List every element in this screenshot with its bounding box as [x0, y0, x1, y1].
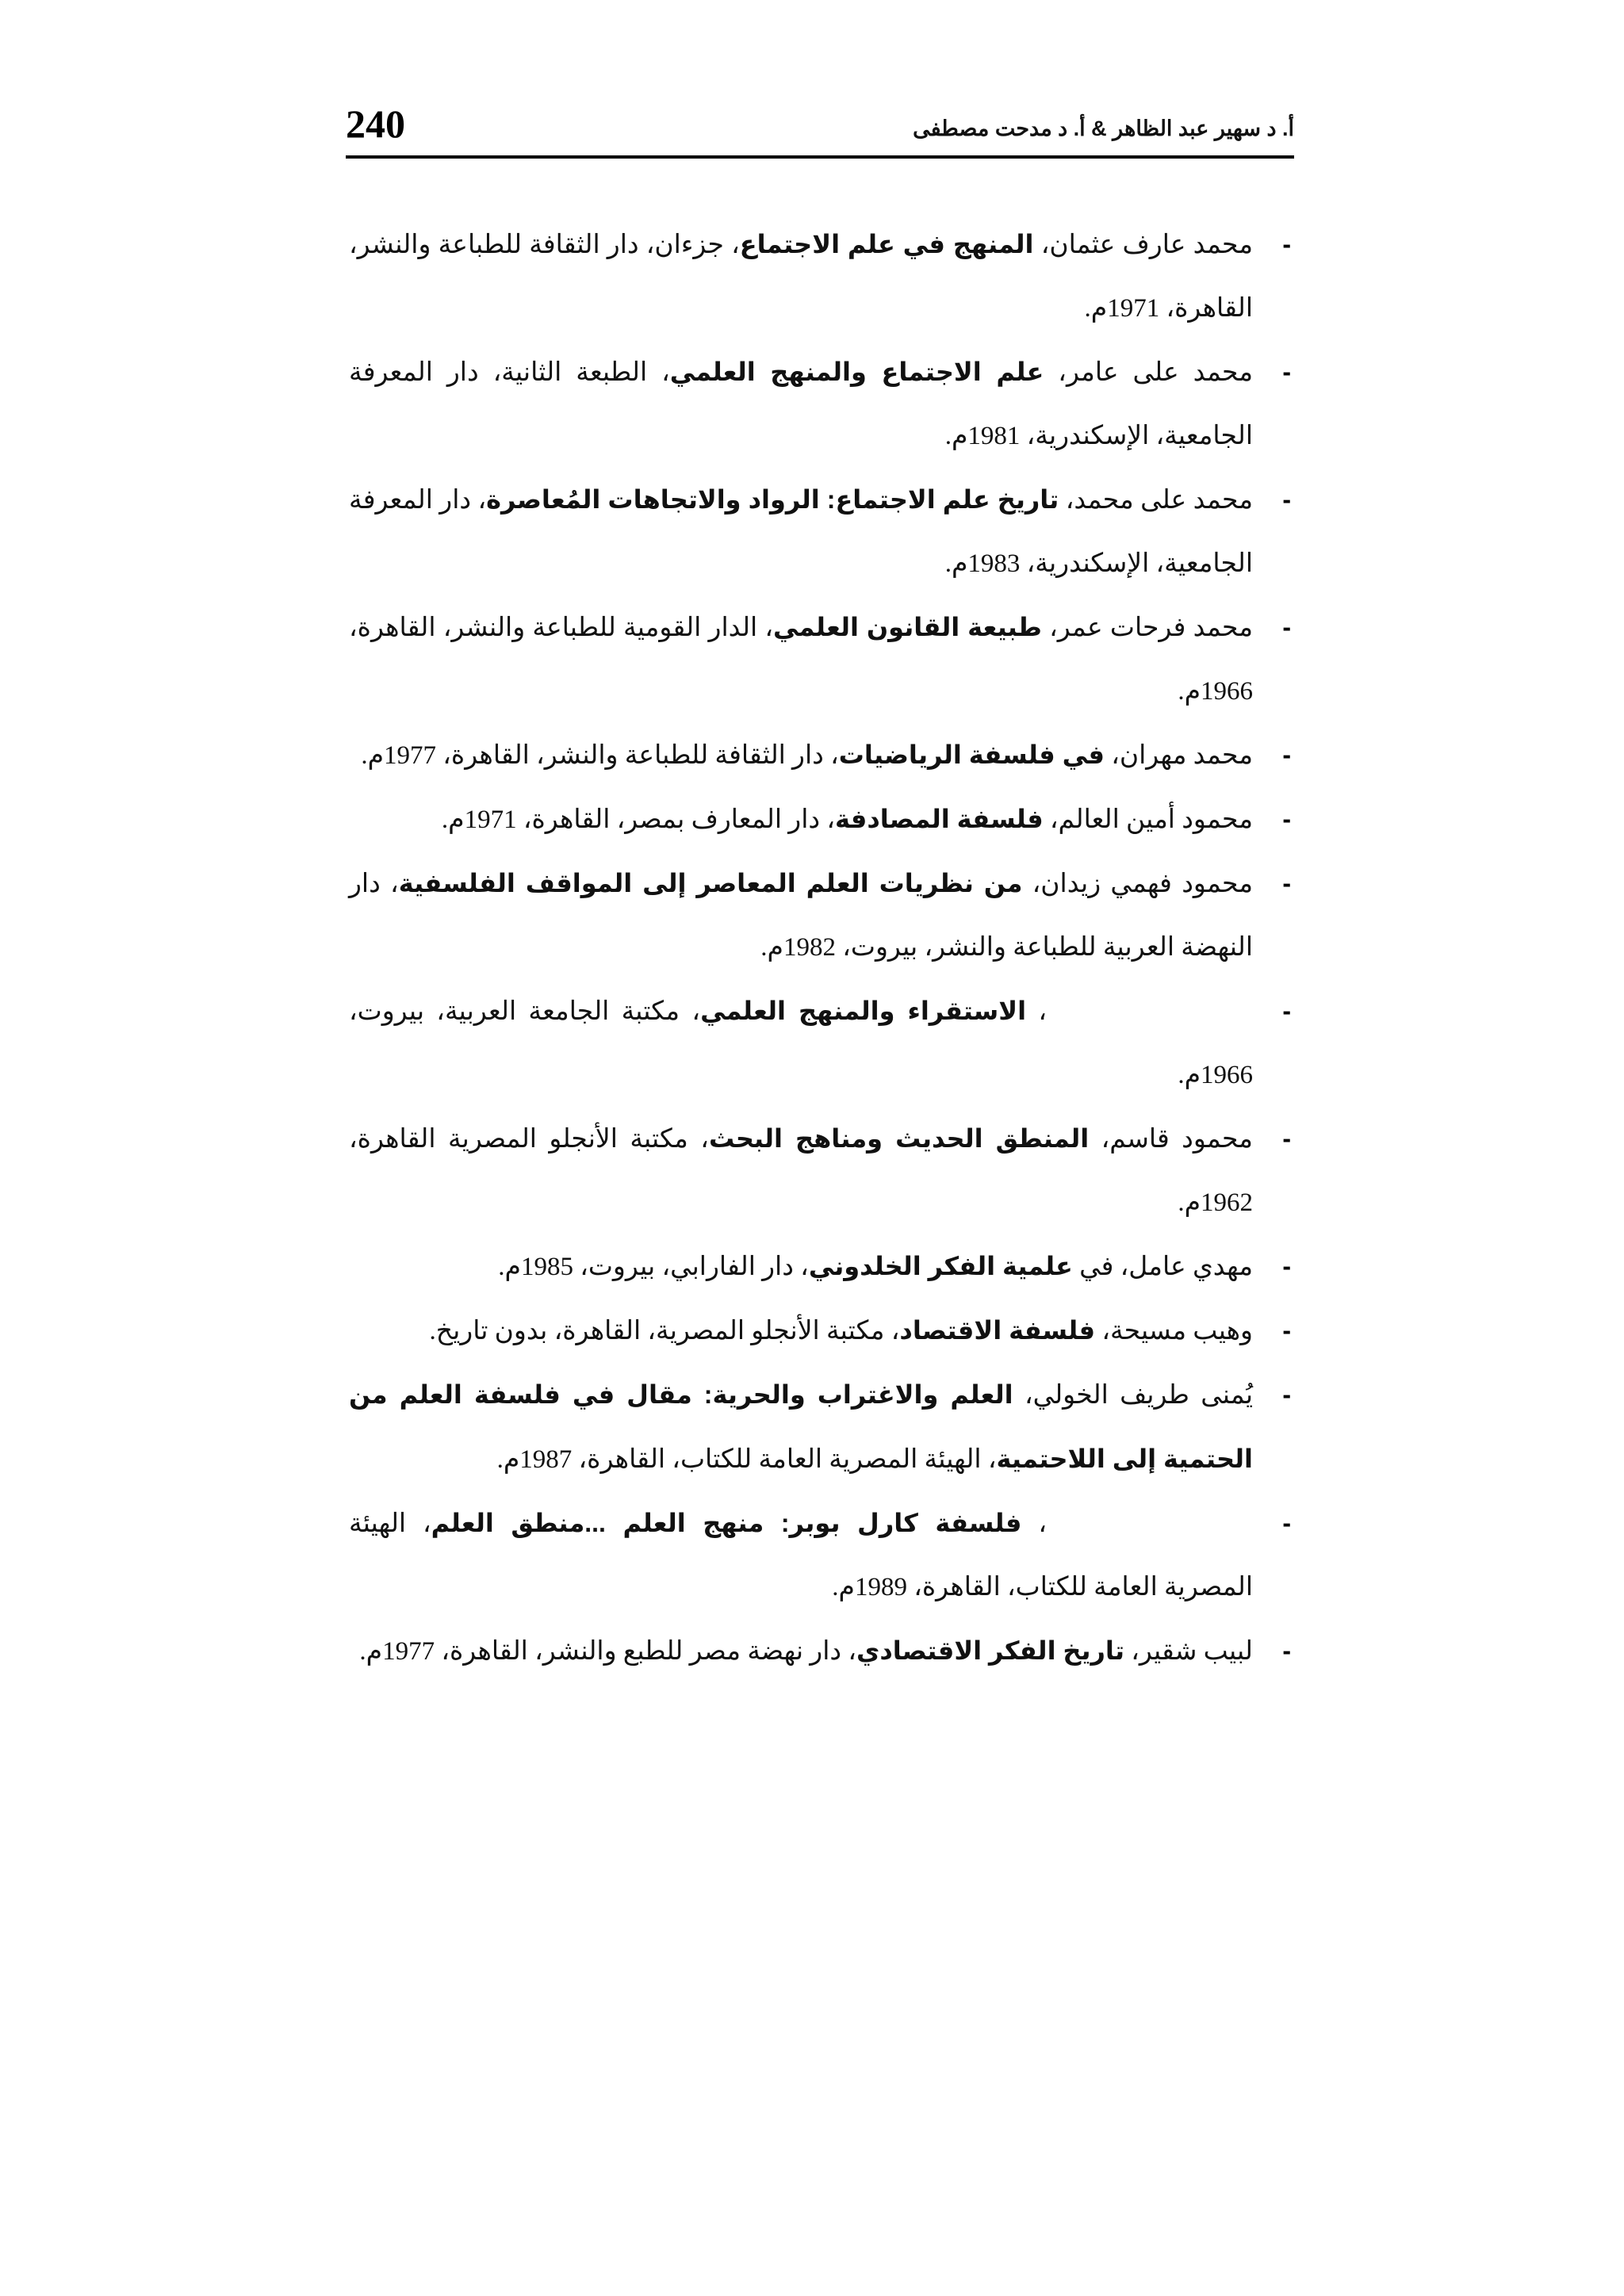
reference-publication: ، دار الفارابي، بيروت، 1985م.: [498, 1253, 809, 1281]
reference-author: محمد على محمد،: [1059, 486, 1253, 515]
reference-title: في فلسفة الرياضيات: [838, 740, 1105, 769]
header-divider: [346, 155, 1294, 159]
reference-publication: ، دار النهضة العربية للطباعة والنشر، بيروت، 1982م.: [349, 870, 1253, 962]
reference-publication: ، دار الثقافة للطباعة والنشر، القاهرة، 1977م.: [361, 741, 839, 770]
bullet-dash: -: [1282, 230, 1291, 258]
reference-publication: ، مكتبة الجامعة العربية، بيروت، 1966م.: [349, 997, 1253, 1089]
reference-author: محمد مهران،: [1104, 741, 1253, 770]
bullet-dash: -: [1282, 740, 1291, 769]
reference-title: فلسفة كارل بوبر: منهج العلم ...منطق العلم: [431, 1509, 1022, 1537]
reference-publication: ، الدار القومية للطباعة والنشر، القاهرة، 1966م.: [349, 614, 1253, 706]
bullet-dash: -: [1282, 358, 1291, 386]
reference-author: محمد على عامر،: [1044, 358, 1253, 387]
reference-title: فلسفة المصادفة: [834, 805, 1044, 833]
reference-publication: ، مكتبة الأنجلو المصرية، القاهرة، بدون تاريخ.: [429, 1317, 900, 1345]
reference-entry: [349, 979, 1291, 1107]
page-number: 240: [346, 101, 405, 146]
reference-entry: [349, 787, 1291, 851]
reference-entry: [349, 723, 1291, 787]
reference-entry: [349, 1107, 1291, 1234]
reference-publication: ، دار نهضة مصر للطبع والنشر، القاهرة، 1977م.: [359, 1637, 856, 1666]
reference-author: محمود أمين العالم،: [1043, 806, 1253, 834]
reference-entry: [349, 1299, 1291, 1363]
bullet-dash: -: [1282, 1124, 1291, 1153]
reference-entry: [349, 1619, 1291, 1683]
bullet-dash: -: [1282, 1509, 1291, 1537]
reference-entry: [349, 212, 1291, 340]
reference-author: مهدي عامل، في: [1072, 1253, 1253, 1281]
reference-list: [349, 212, 1291, 1683]
reference-title: العلم والاغتراب والحرية: مقال في فلسفة العلم من الحتمية إلى اللاحتمية: [349, 1380, 1253, 1473]
bullet-dash: -: [1282, 1380, 1291, 1409]
reference-title: من نظريات العلم المعاصر إلى المواقف الفلسفية: [398, 869, 1023, 897]
reference-title: علمية الفكر الخلدوني: [808, 1252, 1073, 1280]
reference-author: محمد فرحات عمر،: [1041, 614, 1254, 642]
reference-author: محمود فهمي زيدان،: [1022, 870, 1253, 898]
bullet-dash: -: [1282, 1252, 1291, 1280]
reference-entry: [349, 1363, 1291, 1491]
reference-publication: ، دار المعرفة الجامعية، الإسكندرية، 1983م.: [349, 486, 1253, 578]
reference-publication: ، جزءان، دار الثقافة للطباعة والنشر، القاهرة، 1971م.: [349, 231, 1253, 323]
bullet-dash: -: [1282, 997, 1291, 1025]
page-header: [346, 94, 1294, 157]
reference-publication: ، الهيئة المصرية العامة للكتاب، القاهرة، 1987م.: [496, 1445, 997, 1474]
running-head: أ. د سهير عبد الظاهر & أ. د مدحت مصطفى: [913, 117, 1294, 140]
bullet-dash: -: [1282, 1636, 1291, 1665]
reference-title: تاريخ علم الاجتماع: الرواد والاتجاهات المُعاصرة: [486, 485, 1059, 514]
reference-title: المنطق الحديث ومناهج البحث: [708, 1124, 1090, 1153]
reference-entry: [349, 468, 1291, 595]
reference-publication: ، دار المعارف بمصر، القاهرة، 1971م.: [441, 806, 835, 834]
reference-author: ،: [1021, 1510, 1047, 1538]
bullet-dash: -: [1282, 613, 1291, 641]
reference-author: وهيب مسيحة،: [1095, 1317, 1253, 1345]
reference-publication: ، الطبعة الثانية، دار المعرفة الجامعية، الإسكندرية، 1981م.: [349, 358, 1253, 450]
reference-entry: [349, 595, 1291, 723]
bullet-dash: -: [1282, 485, 1291, 514]
reference-author: محمود قاسم،: [1089, 1125, 1253, 1154]
reference-author: لبيب شقير،: [1124, 1637, 1253, 1666]
reference-entry: [349, 1234, 1291, 1299]
reference-entry: [349, 851, 1291, 979]
bullet-dash: -: [1282, 805, 1291, 833]
reference-title: فلسفة الاقتصاد: [899, 1316, 1096, 1345]
reference-entry: [349, 340, 1291, 468]
reference-author: ،: [1026, 997, 1047, 1026]
reference-entry: [349, 1491, 1291, 1619]
reference-publication: ، مكتبة الأنجلو المصرية القاهرة، 1962م.: [349, 1125, 1253, 1217]
reference-title: المنهج في علم الاجتماع: [739, 230, 1034, 258]
reference-publication: ، الهيئة المصرية العامة للكتاب، القاهرة، 1989م.: [349, 1510, 1253, 1601]
reference-author: محمد عارف عثمان،: [1033, 231, 1254, 259]
reference-title: طبيعة القانون العلمي: [773, 613, 1042, 641]
bullet-dash: -: [1282, 869, 1291, 897]
bullet-dash: -: [1282, 1316, 1291, 1345]
reference-author: يُمنى طريف الخولي،: [1013, 1381, 1254, 1410]
reference-title: الاستقراء والمنهج العلمي: [700, 997, 1027, 1025]
reference-title: علم الاجتماع والمنهج العلمي: [669, 358, 1044, 386]
reference-title: تاريخ الفكر الاقتصادي: [856, 1636, 1124, 1665]
